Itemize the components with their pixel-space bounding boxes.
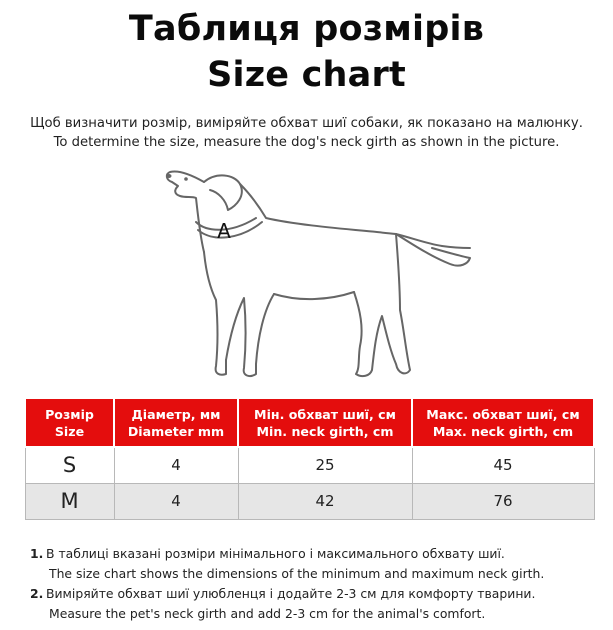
- size-table: [24, 397, 595, 520]
- dog-belly-outline: [274, 292, 354, 299]
- header-size-uk: Розмір: [45, 406, 94, 422]
- note-ukrainian: В таблиці вказані розміри мінімального і максимального обхвату шиї.: [46, 546, 505, 561]
- dog-chest-outline: [204, 252, 226, 375]
- dog-tail-outline: [396, 234, 470, 266]
- title-ukrainian: Таблиця розмірів: [128, 9, 485, 49]
- note-item: [30, 544, 605, 584]
- header-diameter: [114, 398, 238, 447]
- dog-outline-icon: [160, 160, 480, 390]
- dog-ear-outline: [204, 175, 242, 210]
- min-girth-value: 25: [238, 447, 412, 483]
- header-min-girth: [238, 398, 412, 447]
- dog-front-leg-outline: [226, 294, 274, 376]
- measure-marker-a: A: [217, 219, 231, 243]
- max-girth-value: 45: [412, 447, 594, 483]
- intro-text: [0, 114, 613, 152]
- dog-back-outline: [240, 184, 470, 248]
- notes-list: [30, 544, 605, 624]
- header-size: [25, 398, 114, 447]
- diameter-value: 4: [114, 447, 238, 483]
- header-min-en: Min. neck girth, cm: [256, 423, 394, 439]
- max-girth-value: 76: [412, 483, 594, 519]
- note-number: 1.: [30, 546, 44, 561]
- header-diameter-uk: Діаметр, мм: [131, 406, 221, 422]
- intro-ukrainian: Щоб визначити розмір, виміряйте обхват шиї собаки, як показано на малюнку.: [30, 116, 583, 131]
- dog-head-outline: [167, 171, 204, 252]
- intro-english: To determine the size, measure the dog's neck girth as shown in the picture.: [53, 135, 560, 150]
- table-header-row: [25, 398, 594, 447]
- title-english: Size chart: [207, 55, 406, 95]
- diameter-value: 4: [114, 483, 238, 519]
- size-value: M: [25, 483, 114, 519]
- table-row: [25, 483, 594, 519]
- header-diameter-en: Diameter mm: [127, 423, 225, 439]
- header-max-girth: [412, 398, 594, 447]
- note-english: The size chart shows the dimensions of the minimum and maximum neck girth.: [49, 566, 545, 581]
- size-value: S: [25, 447, 114, 483]
- note-ukrainian: Виміряйте обхват шиї улюбленця і додайте 2-3 см для комфорту тварини.: [46, 586, 536, 601]
- header-max-en: Max. neck girth, cm: [432, 423, 574, 439]
- table-row: [25, 447, 594, 483]
- header-size-en: Size: [54, 423, 85, 439]
- page-title: [0, 6, 613, 98]
- header-max-uk: Макс. обхват шиї, см: [426, 406, 580, 422]
- min-girth-value: 42: [238, 483, 412, 519]
- header-min-uk: Мін. обхват шиї, см: [254, 406, 396, 422]
- dog-hind-leg-outline: [354, 234, 410, 376]
- note-item: [30, 584, 605, 624]
- note-number: 2.: [30, 586, 44, 601]
- note-english: Measure the pet's neck girth and add 2-3 cm for the animal's comfort.: [49, 606, 486, 621]
